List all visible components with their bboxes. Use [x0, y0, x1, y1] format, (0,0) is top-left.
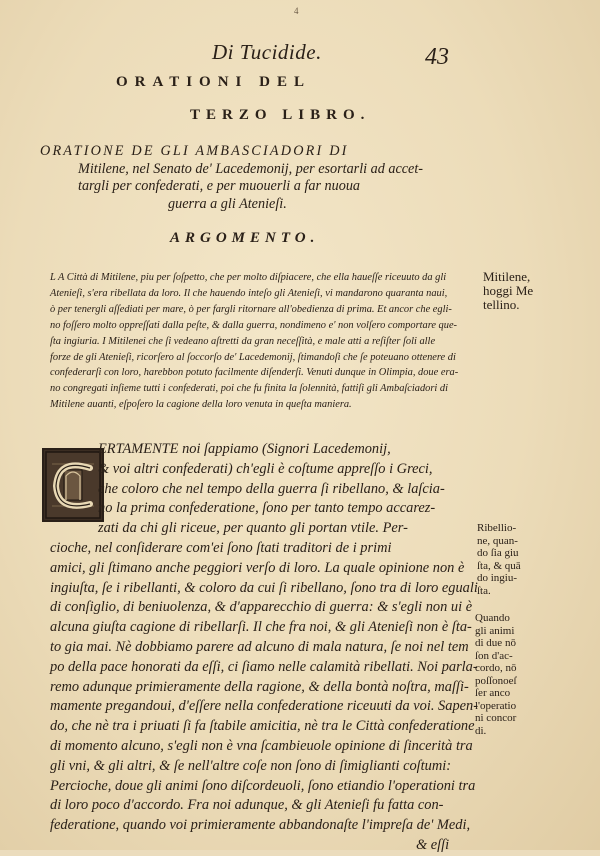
oration-title-line: Mitilene, nel Senato de' Lacedemonij, per esortarli ad accet-: [78, 160, 424, 177]
argument-line: ò per tenergli aſſediati per mare, ò per fargli ritornare all'obedienza di prima. Et ancor che egli-: [50, 303, 452, 315]
body-line: cioche, nel conſiderare com'ei ſono ſtati traditori de i primi: [50, 539, 392, 556]
oration-title-line: guerra a gli Atenieſi.: [168, 195, 287, 212]
argument-line: no foſſero molto oppreſſati dalla peſte, & dalla guerra, nondimeno e' non volſero comportare que-: [50, 319, 458, 331]
margin-note-line: Quando: [475, 612, 510, 624]
margin-note-line: do ingiu-: [477, 572, 518, 584]
margin-note-ribellione: [477, 522, 521, 597]
argument-line: Mitilene auanti, eſpoſero la cagione della loro venuta in queſta maniera.: [50, 399, 352, 411]
argument-line: L A Città di Mitilene, piu per ſoſpetto, che per molto diſpiacere, che ella haueſſe riceuuto da gli: [50, 272, 447, 283]
margin-note-line: l'operatio: [475, 699, 517, 712]
body-line: & eſſi: [416, 836, 450, 853]
margin-note-line: poſſonoeſ: [475, 674, 517, 687]
body-line: alcuna giuſta cagione di ribellarſi. Il che fra noi, & gli Atenieſi non è ſta-: [50, 619, 472, 636]
margin-note-line: Mitilene,: [483, 269, 531, 284]
margin-note-line: di.: [475, 724, 487, 737]
argument-line: confederarſi con loro, harebbon potuto facilmente diſenderſi. Venuti dunque in Olimpia, doue era-: [50, 367, 459, 379]
body-line: mamente pregandoui, d'eſſere nella confederatione riceuuti da voi. Sapen-: [50, 698, 479, 715]
margin-note-line: do ſia giu: [477, 547, 519, 559]
body-line: di loro poco d'accordo. Fra noi adunque, & gli Atenieſi fu fatta con-: [50, 797, 444, 814]
argument-line: Atenieſi, s'era ribellata da loro. Il che hauendo inteſo gli Atenieſi, vi mandarono quaranta naui,: [50, 287, 448, 299]
oration-body: [50, 440, 479, 856]
argument-line: ſta ingiuria. I Mitilenei che ſi vedeano aſtretti da gran neceſſità, e male atti a reſiſter ſoli alle: [50, 335, 436, 347]
section-heading-orationi: ORATIONI DEL: [116, 74, 311, 90]
body-line: di momento alcuno, s'egli non è vna ſcambieuole opinione di ſincerità tra: [50, 737, 473, 754]
margin-note-line: ſon d'ac-: [475, 649, 513, 662]
body-line: ERTAMENTE noi ſappiamo (Signori Lacedemonij,: [98, 441, 391, 457]
margin-note-animi: [475, 612, 517, 737]
top-signature-mark: 4: [294, 6, 299, 16]
body-line: zati da chi gli riceue, per quanto gli portan vtile. Per-: [98, 520, 408, 537]
page-number: 43: [425, 44, 449, 70]
margin-note-line: ſta.: [477, 584, 491, 597]
margin-note-line: tellino.: [483, 297, 520, 312]
argument-heading: ARGOMENTO.: [170, 230, 320, 246]
body-line: Percioche, doue gli animi ſono diſcordeuoli, ſono etiandio l'operationi tra: [50, 777, 476, 794]
body-line: remo adunque primieramente della ragione, & della bontà noſtra, maſſi-: [50, 678, 469, 695]
oration-title-line: targli per confederati, e per muouerli a far nuoua: [78, 178, 361, 194]
body-line: po della pace honorati da eſſi, ci ſiamo nelle calamità ribellati. Noi parla-: [50, 658, 478, 675]
body-line: no la prima confederatione, ſono per tanto tempo accarez-: [98, 500, 436, 517]
argument-line: no congregati inſieme tutti i confederati, poi che fu finita la ſolennità, fattiſi gli Ambaſciadori di: [50, 383, 448, 395]
margin-note-line: ſer anco: [475, 687, 511, 699]
section-heading-libro: TERZO LIBRO.: [190, 107, 371, 123]
body-line: ingiuſta, ſe i ribellanti, & coloro da cui ſi ribellano, ſono tra di loro eguali: [50, 579, 478, 596]
body-line: amici, gli ſtimano anche peggiori verſo di loro. La quale opinione non è: [50, 559, 465, 576]
body-line: gli vni, & gli altri, & ſe nell'altre coſe non ſono di ſimiglianti coſtumi:: [50, 757, 452, 774]
argument-paragraph: [50, 270, 480, 413]
margin-note-line: ſta, & quā: [477, 559, 521, 572]
body-line: & voi altri confederati) ch'egli è coſtume appreſſo i Greci,: [98, 460, 433, 477]
body-line: do, che nè tra i priuati ſi fa ſtabile amicitia, nè tra le Città confederatione: [50, 718, 475, 735]
running-head: Di Tucidide.: [212, 40, 322, 64]
oration-title-line: ORATIONE DE GLI AMBASCIADORI DI: [40, 143, 349, 159]
margin-note-line: ne, quan-: [477, 534, 518, 547]
margin-note-line: ni concor: [475, 712, 517, 724]
body-line: di conſiglio, di beniuolenza, & d'apparecchio di guerra: & s'egli non ui è: [50, 599, 473, 616]
body-line: federatione, quando voi primieramente abbandonaſte l'impreſa de' Medi,: [50, 817, 471, 834]
margin-note-line: gli animi: [475, 624, 515, 637]
body-line: to gia mai. Nè dobbiamo parere ad alcuno di mala natura, ſe noi nel tem: [50, 638, 469, 655]
margin-note-line: cordo, nō: [475, 662, 517, 674]
margin-note-line: hoggi Me: [483, 283, 534, 298]
oration-title: [40, 143, 480, 213]
margin-note-line: Ribellio-: [477, 522, 517, 534]
body-line: che coloro che nel tempo della guerra ſi ribellano, & laſcia-: [98, 480, 445, 497]
argument-line: forze de gli Atenieſi, ricorſero al ſoccorſo de' Lacedemonij, ſtimandoſi che ſe poteuano ottenere di: [50, 351, 456, 363]
margin-note-line: di due nō: [475, 637, 516, 649]
margin-note-mitilene: [483, 270, 533, 312]
